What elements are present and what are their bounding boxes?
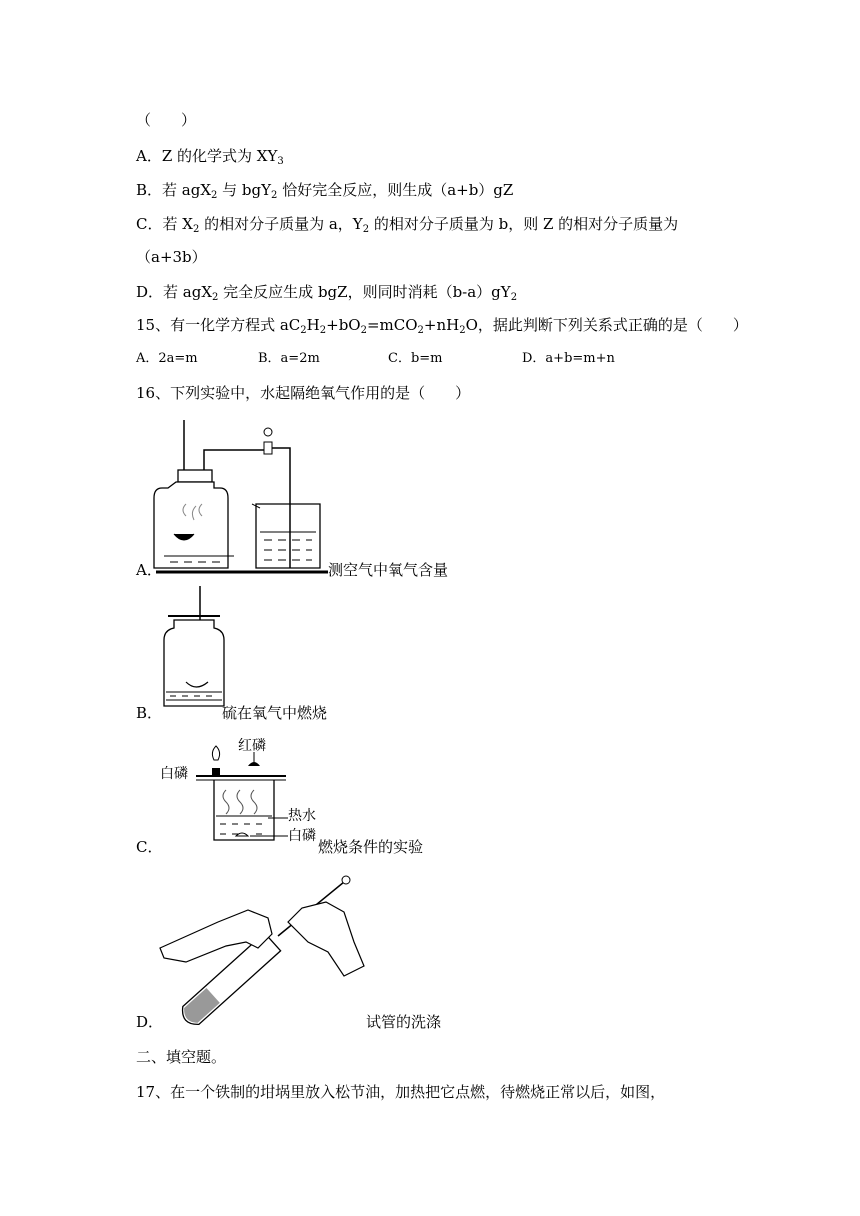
- q14-paren: （ ）: [136, 111, 197, 129]
- q15-option-a: A．2a=m: [136, 351, 198, 366]
- q16-option-c-caption: 燃烧条件的实验: [318, 838, 424, 856]
- figure-c-label-white-phosphorus-top: 白磷: [160, 766, 188, 782]
- q17-stem: 17、在一个铁制的坩埚里放入松节油，加热把它点燃，待燃烧正常以后，如图，: [136, 1083, 666, 1101]
- figure-a-apparatus: [156, 420, 336, 580]
- q15-option-d: D．a+b=m+n: [522, 351, 615, 366]
- section-title-fill-in: 二、填空题。: [136, 1048, 227, 1066]
- figure-c-label-white-phosphorus-bottom: 白磷: [288, 828, 316, 844]
- q15-option-b: B．a=2m: [258, 351, 320, 366]
- figure-d-apparatus: [158, 872, 368, 1032]
- q16-option-a-letter: A．: [136, 561, 162, 579]
- q15-option-c: C．b=m: [388, 351, 443, 366]
- q16-option-d-letter: D．: [136, 1013, 164, 1031]
- figure-c-label-hot-water: 热水: [288, 808, 316, 824]
- q16-option-b-letter: B．: [136, 704, 163, 722]
- q16-option-a-caption: 测空气中氧气含量: [328, 561, 449, 579]
- q14-option-c: C．若 $X_2$ 的相对分子质量为 a，$Y_2$ 的相对分子质量为 b，则 Z 的相对分子质量为: [136, 215, 679, 235]
- q14-option-a: A．Z 的化学式为 $XY_3$: [136, 147, 284, 167]
- q14-option-c-cont: （a+3b）: [136, 248, 207, 266]
- q14-option-b: B．若 agX$_2$ 与 bgY$_2$ 恰好完全反应，则生成（a+b）gZ: [136, 181, 514, 201]
- q15-stem: 15、有一化学方程式 $aC_2H_2+bO_2=mCO_2+nH_2O$，据此判断下列关系式正确的是（ ）: [136, 316, 748, 336]
- figure-c-label-red-phosphorus: 红磷: [238, 738, 266, 754]
- figure-b-apparatus: [160, 586, 230, 716]
- q16-option-d-caption: 试管的洗涤: [366, 1013, 442, 1031]
- q16-option-c-letter: C．: [136, 838, 163, 856]
- q14-option-d: D．若 agX$_2$ 完全反应生成 bgZ，则同时消耗$(b-a)gY_2$: [136, 283, 518, 303]
- q16-stem: 16、下列实验中，水起隔绝氧气作用的是（ ）: [136, 384, 471, 402]
- q16-option-b-caption: 硫在氧气中燃烧: [222, 704, 328, 722]
